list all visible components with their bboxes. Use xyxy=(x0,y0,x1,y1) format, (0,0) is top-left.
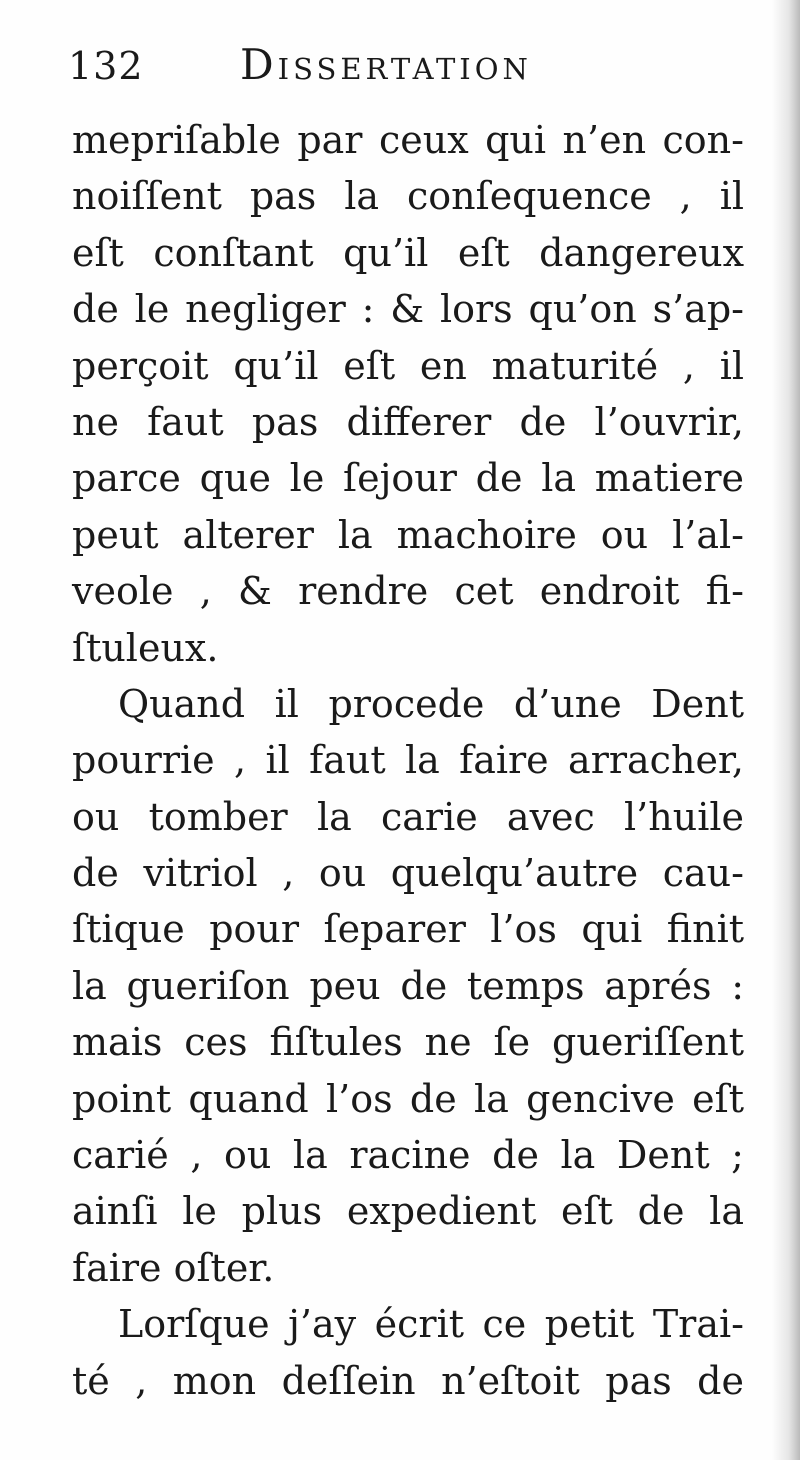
text-line: carié , ou la racine de la Dent ; xyxy=(72,1133,744,1178)
text-line: noiſſent pas la conſequence , il xyxy=(72,174,744,219)
paragraph-end-line: ſtuleux. xyxy=(72,625,219,670)
page-edge-shadow xyxy=(772,0,800,1460)
text-line: té , mon deſſein n’eſtoit pas de xyxy=(72,1358,744,1403)
text-line: veole , & rendre cet endroit fi- xyxy=(72,569,744,614)
text-line: mais ces fiſtules ne ſe gueriſſent xyxy=(72,1020,744,1065)
text-line: mepriſable par ceux qui n’en con- xyxy=(72,118,744,162)
running-title: Dissertation xyxy=(240,40,532,89)
text-line: parce que le ſejour de la matiere xyxy=(72,456,744,501)
text-line: ou tomber la carie avec l’huile xyxy=(72,794,744,839)
text-line: perçoit qu’il eſt en maturité , il xyxy=(72,343,744,388)
text-line: peut alterer la machoire ou l’al- xyxy=(72,512,744,557)
running-head xyxy=(68,40,748,100)
text-line: ſtique pour ſeparer l’os qui finit xyxy=(72,907,744,952)
body-text xyxy=(72,112,744,1409)
text-line: eſt conſtant qu’il eſt dangereux xyxy=(72,230,744,275)
text-line: point quand l’os de la gencive eſt xyxy=(72,1076,744,1121)
paragraph-end-line: faire oſter. xyxy=(72,1245,275,1290)
page-number: 132 xyxy=(68,44,144,88)
paragraph-start-line: Quand il procede d’une Dent xyxy=(118,681,744,726)
text-line: de vitriol , ou quelqu’autre cau- xyxy=(72,851,744,896)
text-line: pourrie , il faut la faire arracher, xyxy=(72,738,744,783)
text-line: la gueriſon peu de temps aprés : xyxy=(72,963,744,1008)
text-line: ainſi le plus expedient eſt de la xyxy=(72,1189,744,1234)
text-line: ne faut pas differer de l’ouvrir, xyxy=(72,399,744,444)
text-line: de le negliger : & lors qu’on s’ap- xyxy=(72,287,744,332)
paragraph-start-line: Lorſque j’ay écrit ce petit Trai- xyxy=(118,1302,744,1347)
